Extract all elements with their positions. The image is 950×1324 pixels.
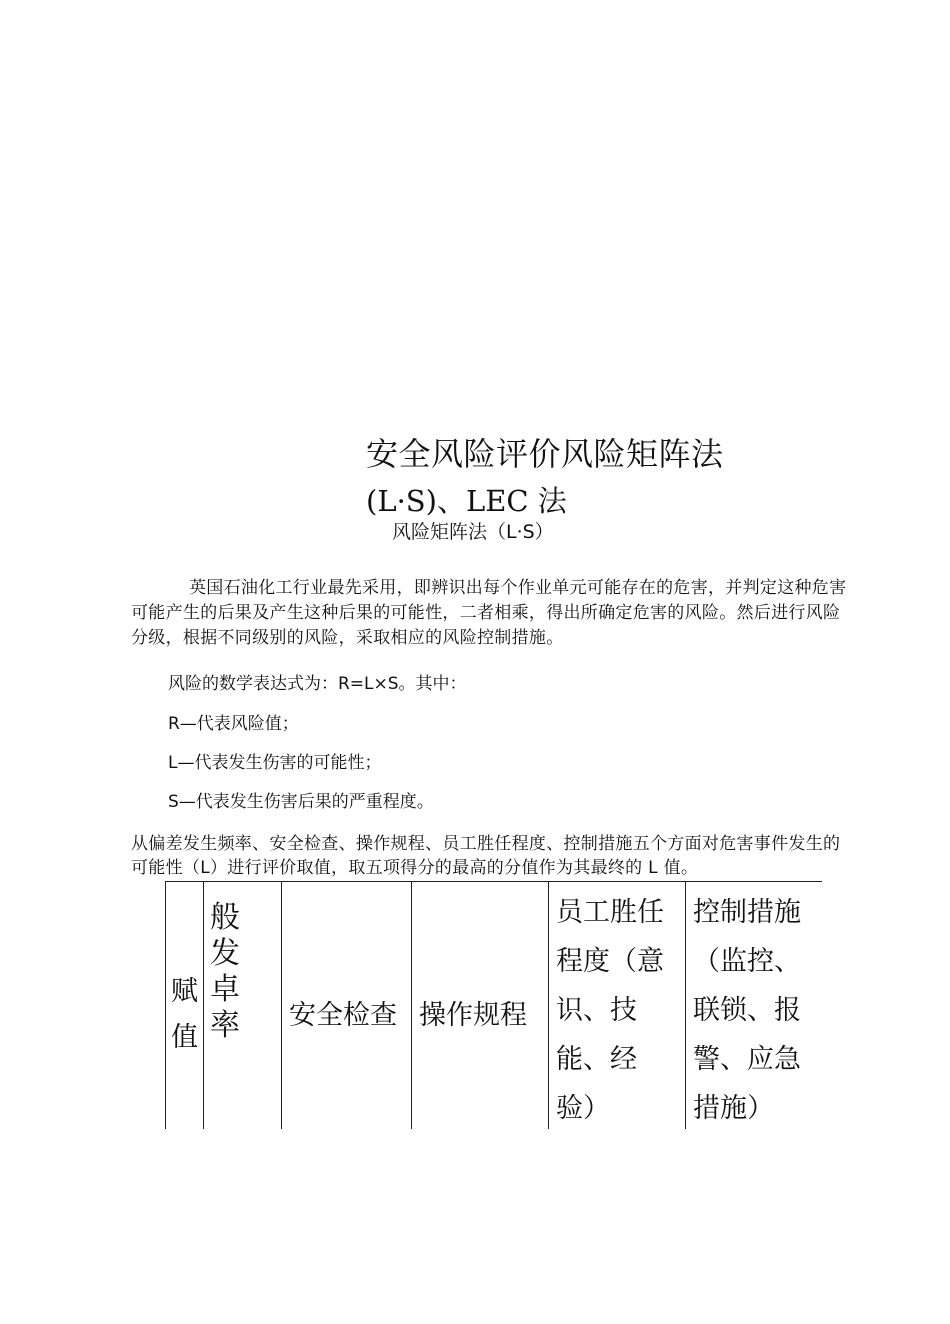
definition-r: R—代表风险值； [168, 714, 299, 734]
table-header-row [166, 882, 823, 1130]
intro-paragraph: 英国石油化工行业最先采用，即辨识出每个作业单元可能存在的危害，并判定这种危害可能产生的后果及产生这种后果的可能性，二者相乘，得出所确定危害的风险。然后进行风险分级，根据不同级别的风险，采取相应的风险控制措施。 [131, 578, 847, 648]
definition-s: S—代表发生伤害后果的严重程度。 [168, 792, 434, 812]
header-control-measures: 控制措施（监控、联锁、报警、应急措施） [686, 882, 823, 1130]
header-frequency: 般发卓率 [204, 882, 282, 1130]
basis-paragraph: 从偏差发生频率、安全检查、操作规程、员工胜任程度、控制措施五个方面对危害事件发生的可能性（L）进行评价取值，取五项得分的最高的分值作为其最终的 L 值。 [131, 834, 841, 878]
header-safety-inspection: 安全检查 [282, 882, 412, 1130]
header-staff-competence: 员工胜任程度（意识、技能、经验） [549, 882, 686, 1130]
likelihood-table [165, 881, 822, 1129]
header-operating-procedure: 操作规程 [412, 882, 549, 1130]
header-assign-value: 赋值 [166, 882, 204, 1130]
likelihood-table-grid [165, 881, 822, 1129]
section-heading: 风险矩阵法（L·S） [392, 521, 554, 543]
formula-line: 风险的数学表达式为：R=L×S。其中： [168, 674, 467, 694]
document-title: 安全风险评价风险矩阵法 [366, 435, 724, 473]
document-subtitle: (L·S)、LEC 法 [366, 484, 567, 518]
definition-l: L—代表发生伤害的可能性； [168, 753, 382, 773]
